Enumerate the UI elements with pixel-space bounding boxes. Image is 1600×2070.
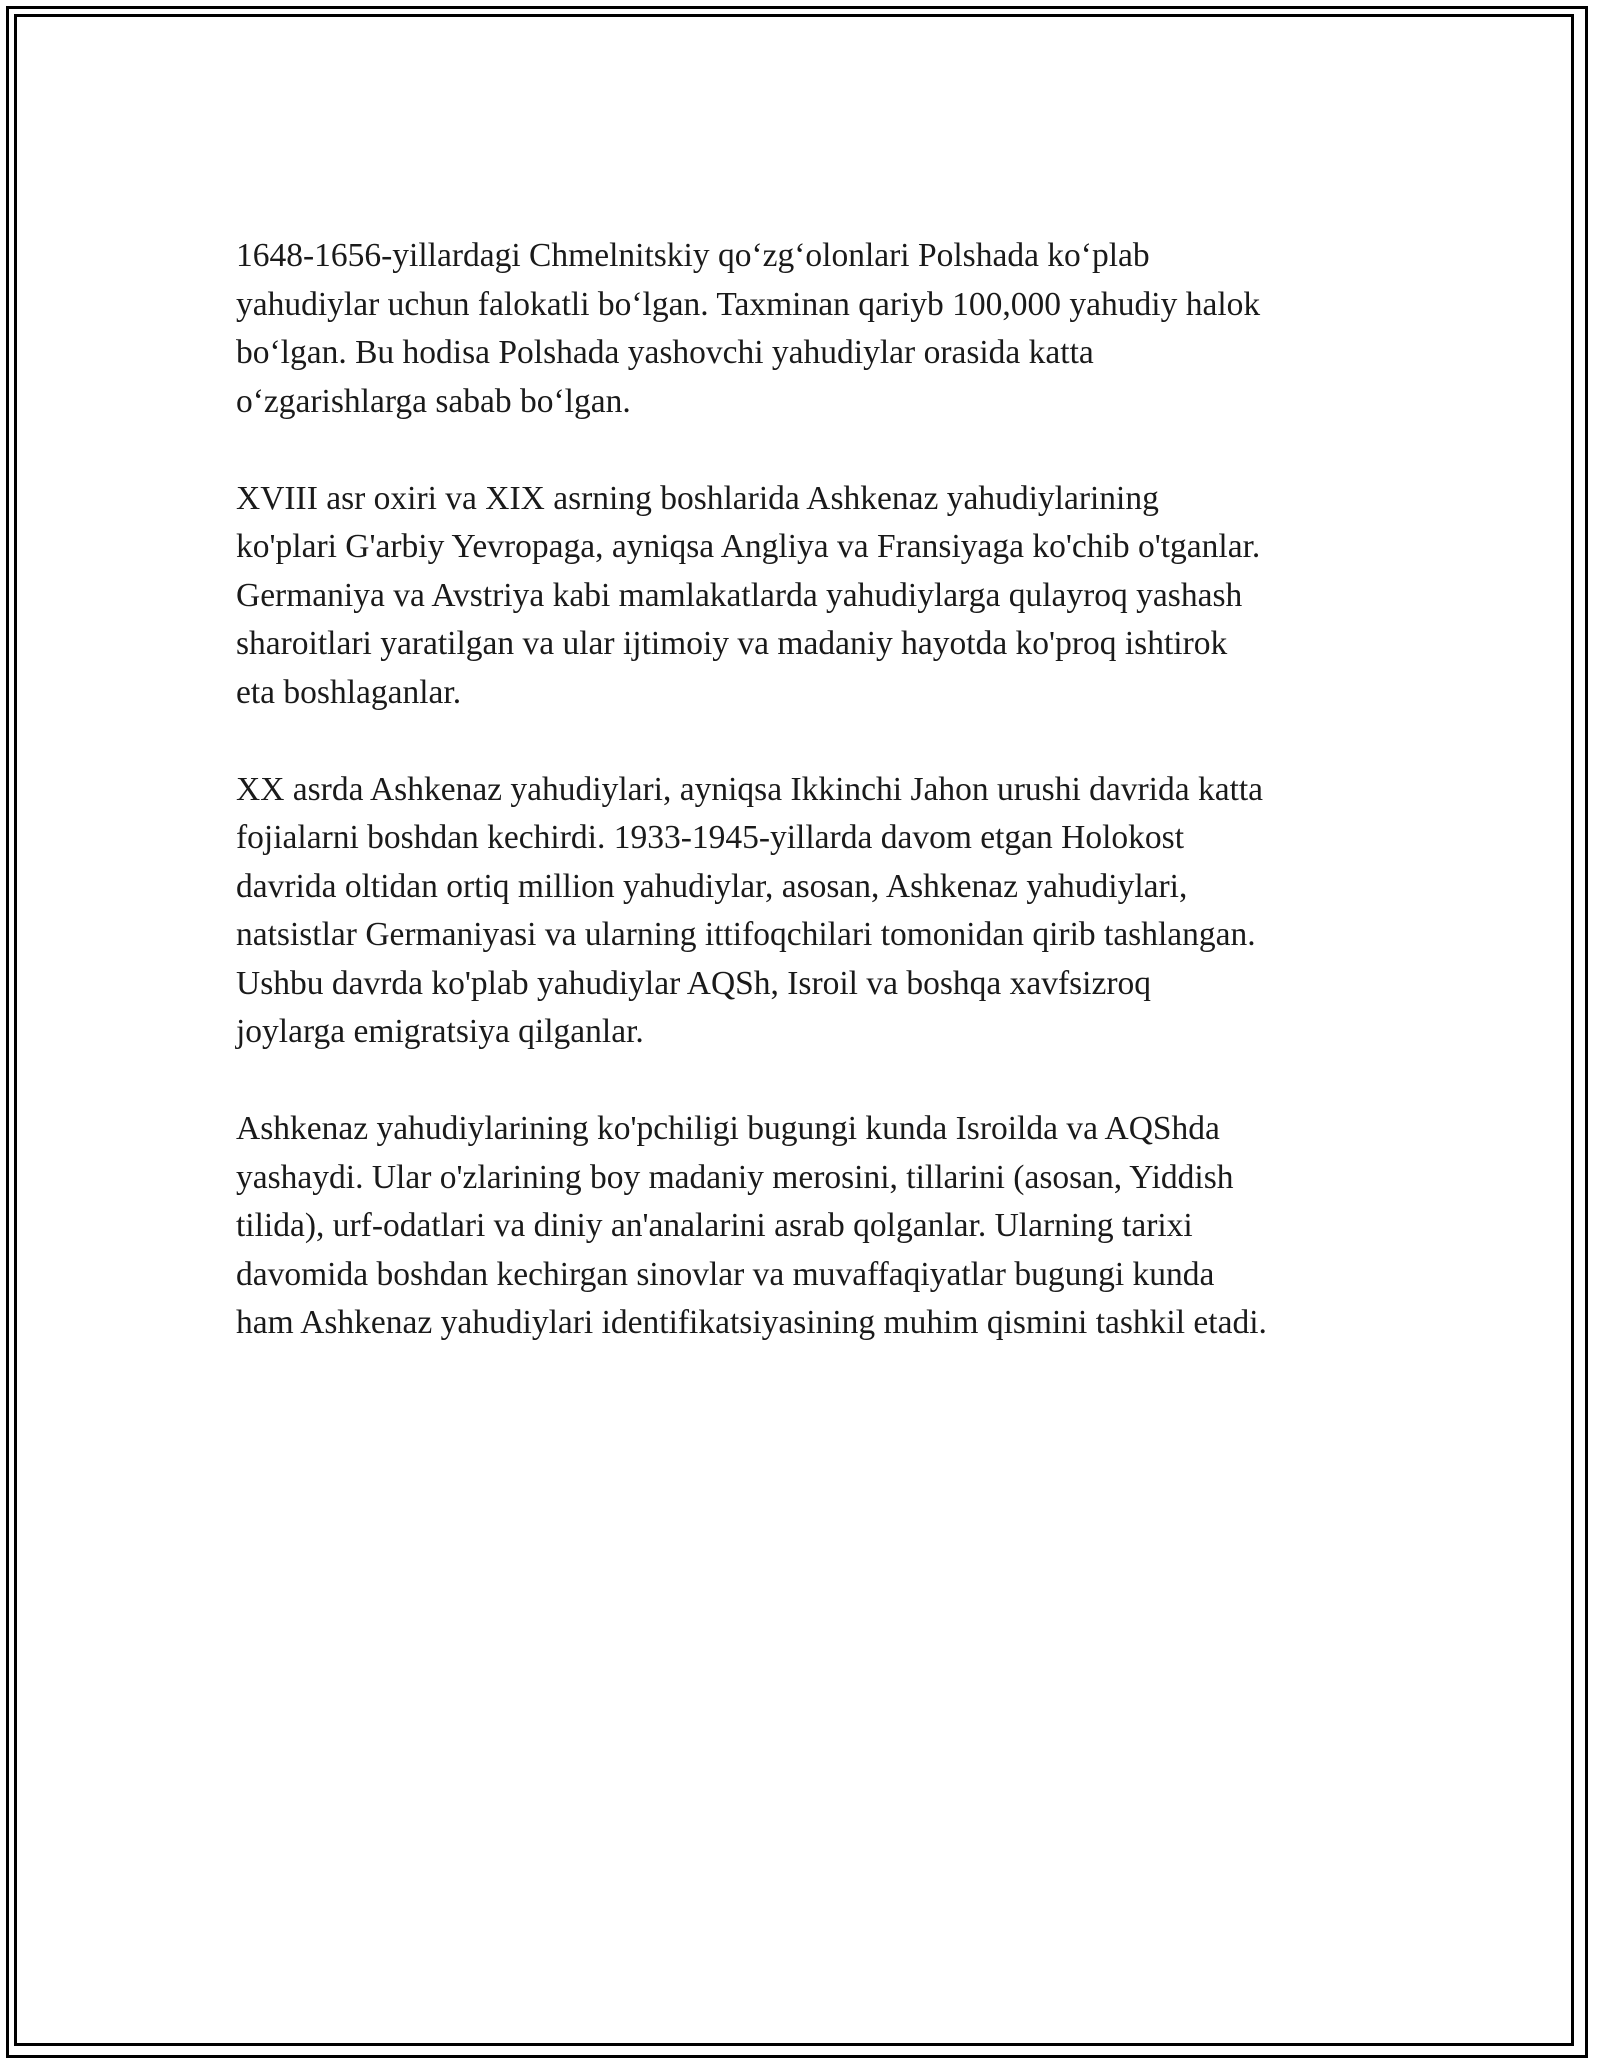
paragraph-3: XX asrda Ashkenaz yahudiylari, ayniqsa Ikkinchi Jahon urushi davrida katta fojialarni boshdan kechirdi. 1933-1945-yillarda davom etgan Holokost davrida oltidan ortiq million yahudiylar, asosan, Ashkenaz yahudiylari, natsistlar Germaniyasi va ularning ittifoqchilari tomonidan qirib tashlangan. Ushbu davrda ko'plab yahudiylar AQSh, Isroil va boshqa xavfsizroq joylarga emigratsiya qilganlar. [236, 770, 1264, 1050]
paragraph-1: 1648-1656-yillardagi Chmelnitskiy qoʻzgʻolonlari Polshada koʻplab yahudiylar uchun falokatli boʻlgan. Taxminan qariyb 100,000 yahudiy halok boʻlgan. Bu hodisa Polshada yashovchi yahudiylar orasida katta oʻzgarishlarga sabab boʻlgan. [236, 237, 1261, 420]
document-body [236, 232, 1386, 1396]
paragraph-4: Ashkenaz yahudiylarining ko'pchiligi bugungi kunda Isroilda va AQShda yashaydi. Ular o'zlarining boy madaniy merosini, tillarini (asosan, Yiddish tilida), urf-odatlari va diniy an'analarini asrab qolganlar. Ularning tarixi davomida boshdan kechirgan sinovlar va muvaffaqiyatlar bugungi kunda ham Ashkenaz yahudiylari identifikatsiyasining muhim qismini tashkil etadi. [236, 1110, 1267, 1341]
paragraph-2: XVIII asr oxiri va XIX asrning boshlarida Ashkenaz yahudiylarining ko'plari G'arbiy Yevropaga, ayniqsa Angliya va Fransiyaga ko'chib o'tganlar. Germaniya va Avstriya kabi mamlakatlarda yahudiylarga qulayroq yashash sharoitlari yaratilgan va ular ijtimoiy va madaniy hayotda ko'proq ishtirok eta boshlaganlar. [236, 479, 1261, 711]
